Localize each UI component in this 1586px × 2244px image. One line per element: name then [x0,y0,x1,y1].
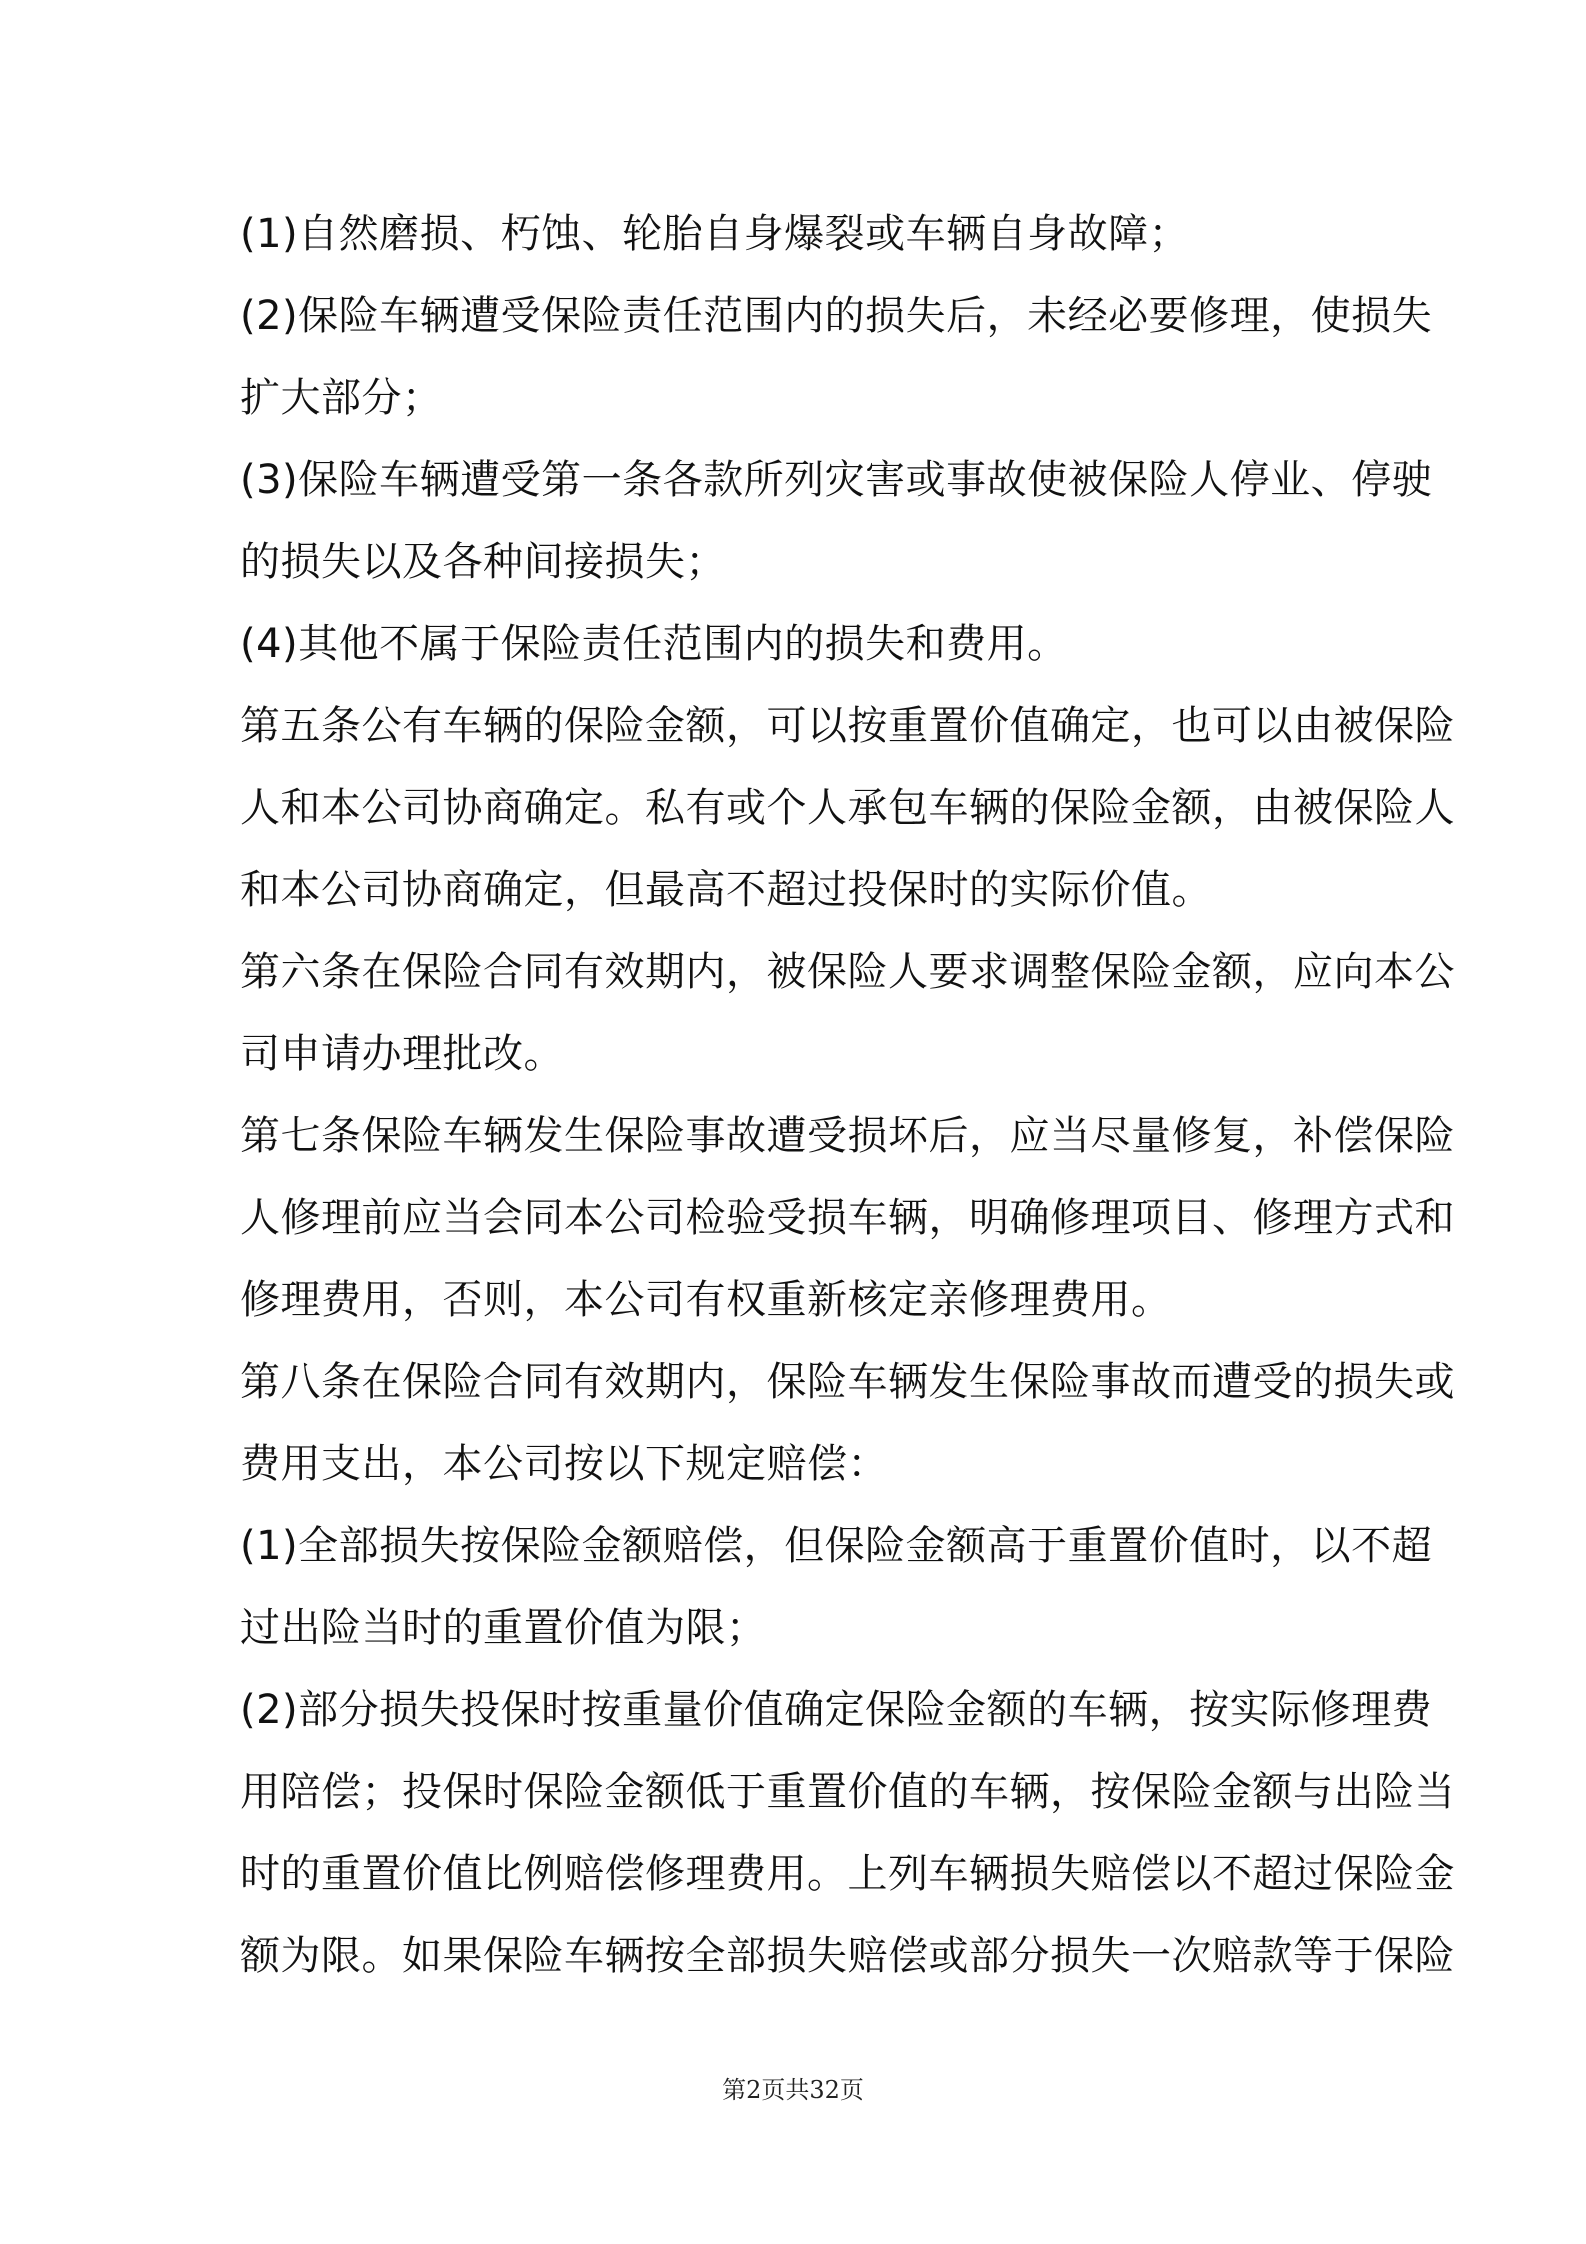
text-line: 第六条在保险合同有效期内，被保险人要求调整保险金额，应向本公 [240,949,1455,995]
text-line: 第五条公有车辆的保险金额，可以按重置价值确定，也可以由被保险 [240,703,1455,749]
text-line: (4)其他不属于保险责任范围内的损失和费用。 [240,621,1068,667]
text-line: (1)全部损失按保险金额赔偿，但保险金额高于重置价值时，以不超 [240,1523,1433,1569]
text-line: 修理费用，否则，本公司有权重新核定亲修理费用。 [240,1277,1172,1323]
text-line: 扩大部分； [240,375,443,421]
text-line: 人修理前应当会同本公司检验受损车辆，明确修理项目、修理方式和 [240,1195,1455,1241]
page-number-footer: 第2页共32页 [722,2076,864,2104]
text-line: (1)自然磨损、朽蚀、轮胎自身爆裂或车辆自身故障； [240,211,1190,257]
text-line: 第八条在保险合同有效期内，保险车辆发生保险事故而遭受的损失或 [240,1359,1455,1405]
text-line: 人和本公司协商确定。私有或个人承包车辆的保险金额，由被保险人 [240,785,1455,831]
text-line: (3)保险车辆遭受第一条各款所列灾害或事故使被保险人停业、停驶 [240,457,1433,503]
text-line: 过出险当时的重置价值为限； [240,1605,767,1651]
text-line: 的损失以及各种间接损失； [240,539,726,585]
text-line: (2)保险车辆遭受保险责任范围内的损失后，未经必要修理，使损失 [240,293,1433,339]
text-line: 时的重置价值比例赔偿修理费用。上列车辆损失赔偿以不超过保险金 [240,1851,1455,1897]
text-line: 额为限。如果保险车辆按全部损失赔偿或部分损失一次赔款等于保险 [240,1933,1455,1979]
text-line: 用陪偿；投保时保险金额低于重置价值的车辆，按保险金额与出险当 [240,1769,1455,1815]
text-line: 第七条保险车辆发生保险事故遭受损坏后，应当尽量修复，补偿保险 [240,1113,1455,1159]
text-line: 费用支出，本公司按以下规定赔偿： [240,1441,888,1487]
text-line: (2)部分损失投保时按重量价值确定保险金额的车辆，按实际修理费 [240,1687,1433,1733]
text-line: 司申请办理批改。 [240,1031,564,1077]
document-body [240,193,1455,1997]
text-line: 和本公司协商确定，但最高不超过投保时的实际价值。 [240,867,1212,913]
